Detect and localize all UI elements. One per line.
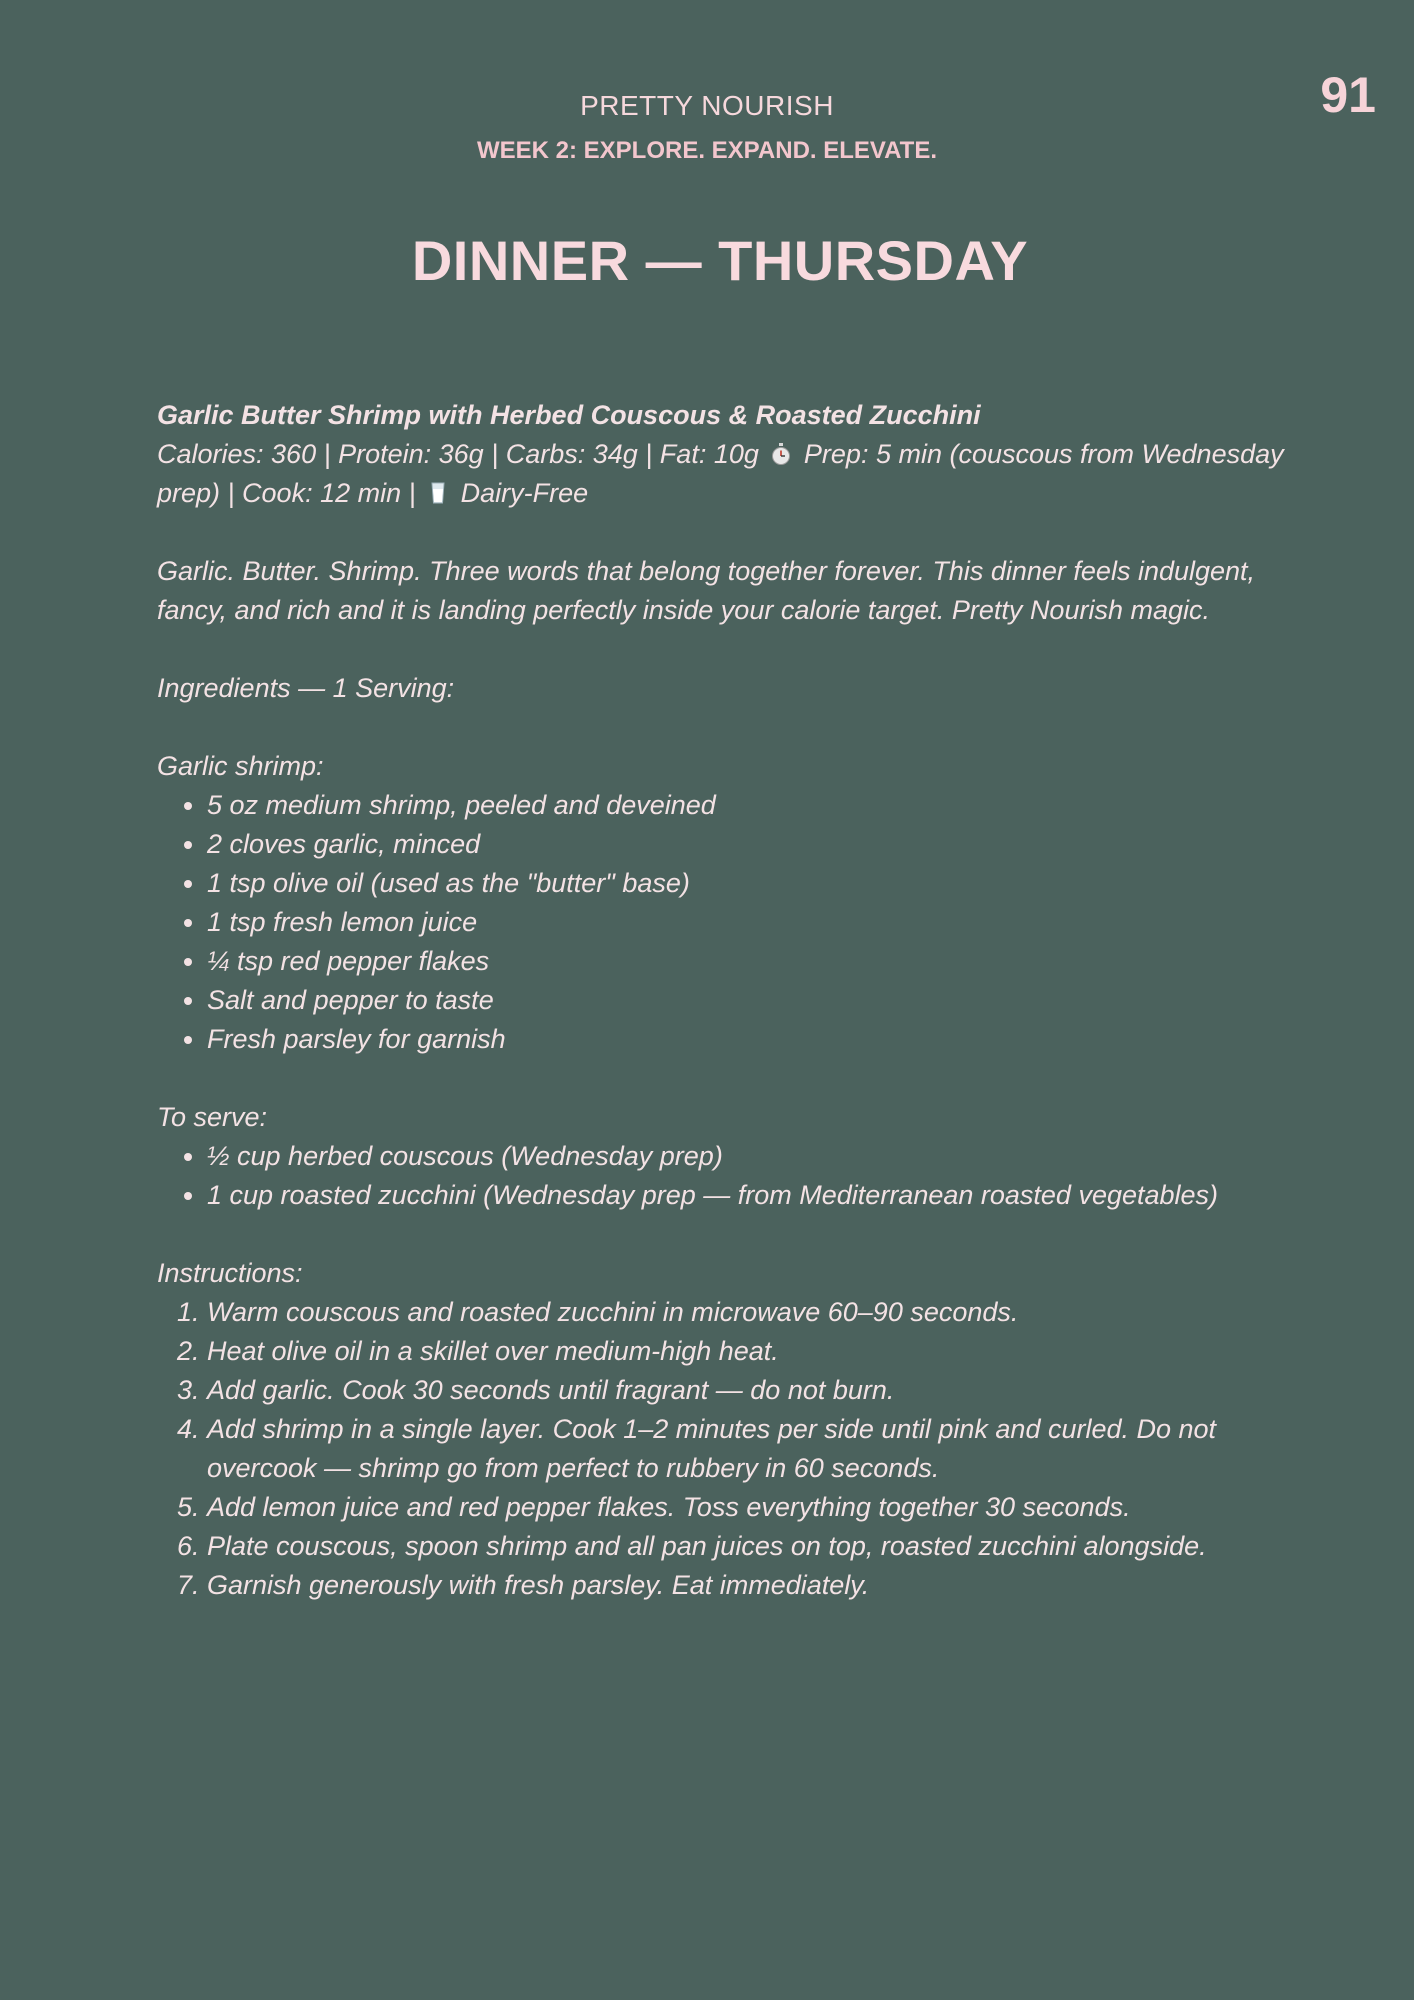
page-number: 91	[1320, 67, 1376, 123]
week-subtitle: WEEK 2: EXPLORE. EXPAND. ELEVATE.	[476, 137, 938, 164]
instruction-step: 7. Garnish generously with fresh parsley. Eat immediately.	[207, 1566, 1287, 1605]
instructions-heading: Instructions:	[157, 1258, 303, 1288]
list-item: • 5 oz medium shrimp, peeled and deveined	[207, 786, 1287, 825]
recipe-intro: Garlic. Butter. Shrimp. Three words that belong together forever. This dinner feels indulgent, fancy, and rich and it is landing perfectly inside your calorie target. Pretty Nourish magic.	[157, 556, 1256, 625]
ingredients-heading: Ingredients — 1 Serving:	[157, 673, 455, 703]
recipe-timing: Prep: 5 min (couscous from Wednesday prep) | Cook: 12 min |	[157, 439, 1284, 508]
page-title: DINNER — THURSDAY	[411, 229, 1029, 292]
list-item: • Salt and pepper to taste	[207, 981, 1287, 1020]
instruction-step: 6. Plate couscous, spoon shrimp and all pan juices on top, roasted zucchini alongside.	[207, 1527, 1287, 1566]
garlic-shrimp-list	[157, 786, 1287, 1059]
to-serve-list	[157, 1137, 1287, 1215]
list-item: • ¼ tsp red pepper flakes	[207, 942, 1287, 981]
list-item: • ½ cup herbed couscous (Wednesday prep)	[207, 1137, 1287, 1176]
instruction-step: 3. Add garlic. Cook 30 seconds until fragrant — do not burn.	[207, 1371, 1287, 1410]
recipe-content	[157, 396, 1287, 1605]
stopwatch-icon	[770, 442, 792, 466]
recipe-meta	[157, 435, 1287, 513]
list-item: • 1 tsp fresh lemon juice	[207, 903, 1287, 942]
recipe-name: Garlic Butter Shrimp with Herbed Couscous & Roasted Zucchini	[157, 400, 981, 430]
brand-name: PRETTY NOURISH	[580, 90, 834, 121]
instruction-step: 1. Warm couscous and roasted zucchini in microwave 60–90 seconds.	[207, 1293, 1287, 1332]
page-header	[0, 88, 1414, 166]
garlic-shrimp-heading: Garlic shrimp:	[157, 751, 324, 781]
instruction-step: 2. Heat olive oil in a skillet over medium-high heat.	[207, 1332, 1287, 1371]
list-item: • Fresh parsley for garnish	[207, 1020, 1287, 1059]
list-item: • 1 cup roasted zucchini (Wednesday prep — from Mediterranean roasted vegetables)	[207, 1176, 1287, 1215]
recipe-dietary: Dairy-Free	[460, 478, 589, 508]
to-serve-heading: To serve:	[157, 1102, 268, 1132]
recipe-macros: Calories: 360 | Protein: 36g | Carbs: 34g | Fat: 10g	[157, 439, 759, 469]
list-item: • 1 tsp olive oil (used as the "butter" base)	[207, 864, 1287, 903]
instructions-list	[157, 1293, 1287, 1605]
list-item: • 2 cloves garlic, minced	[207, 825, 1287, 864]
instruction-step: 4. Add shrimp in a single layer. Cook 1–2 minutes per side until pink and curled. Do not overcook — shrimp go from perfect to rubbery in 60 seconds.	[207, 1410, 1287, 1488]
milk-glass-icon	[427, 481, 449, 505]
instruction-step: 5. Add lemon juice and red pepper flakes. Toss everything together 30 seconds.	[207, 1488, 1287, 1527]
